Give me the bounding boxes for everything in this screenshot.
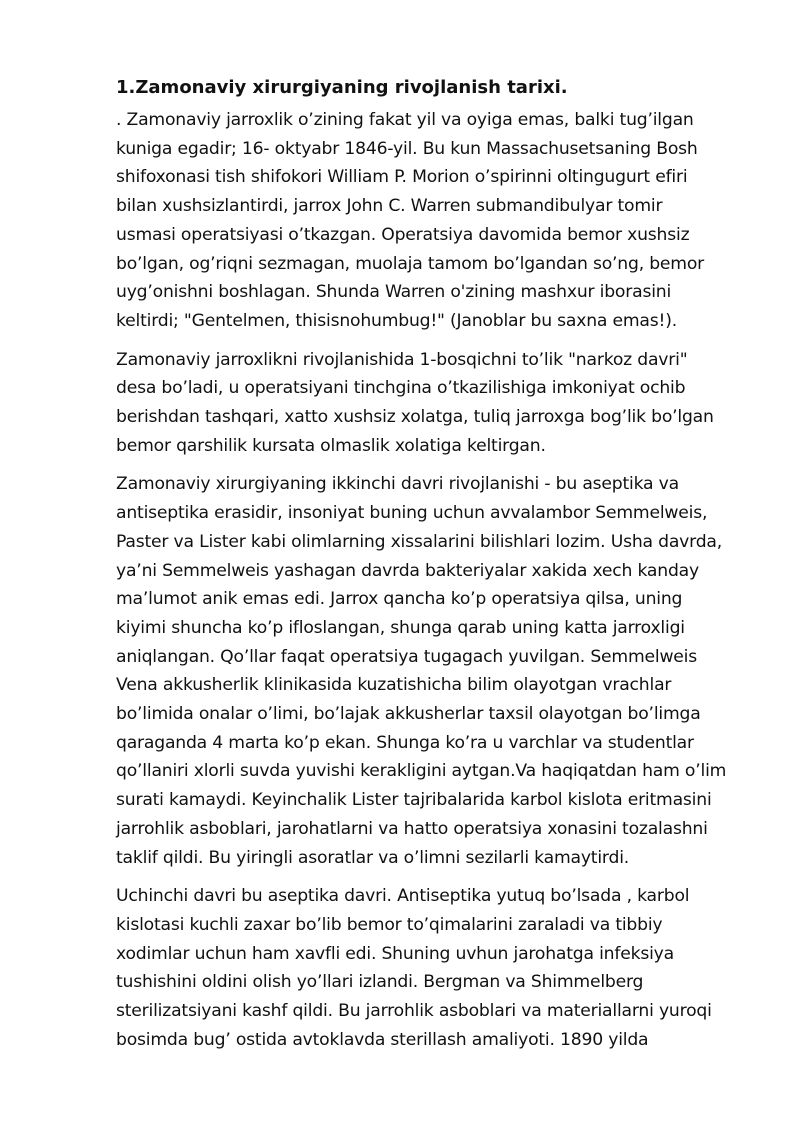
text-line: antiseptika erasidir, insoniyat buning uchun avvalambor Semmelweis, <box>116 503 708 524</box>
text-line: keltirdi; "Gentelmen, thisisnohumbug!" (Janoblar bu saxna emas!). <box>116 310 677 331</box>
text-line: sterilizatsiyani kashf qildi. Bu jarrohlik asboblari va materiallarni yuroqi <box>116 1001 712 1022</box>
text-line: Zamonaviy xirurgiyaning ikkinchi davri rivojlanishi - bu aseptika va <box>116 474 679 495</box>
text-line: jarrohlik asboblari, jarohatlarni va hatto operatsiya xonasini tozalashni <box>116 818 708 839</box>
text-line: Vena akkusherlik klinikasida kuzatishicha bilim olayotgan vrachlar <box>116 675 672 696</box>
text-line: . Zamonaviy jarroxlik o’zining fakat yil va oyiga emas, balki tug’ilgan <box>116 110 694 130</box>
text-line: berishdan tashqari, xatto xushsiz xolatga, tuliq jarroxga bog’lik bo’lgan <box>116 407 714 428</box>
text-line: kuniga egadir; 16- oktyabr 1846-yil. Bu kun Massachusetsaning Bosh <box>116 138 698 159</box>
text-line: desa bo’ladi, u operatsiyani tinchgina o’tkazilishiga imkoniyat ochib <box>116 378 686 399</box>
text-line: qo’llaniri xlorli suvda yuvishi kerakligini aytgan.Va haqiqatdan ham o’lim <box>116 761 727 782</box>
text-line: Uchinchi davri bu aseptika davri. Antiseptika yutuq bo’lsada , karbol <box>116 886 690 907</box>
text-line: usmasi operatsiyasi o’tkazgan. Operatsiya davomida bemor xushsiz <box>116 224 690 245</box>
text-line: kislotasi kuchli zaxar bo’lib bemor to’qimalarini zaraladi va tibbiy <box>116 914 663 935</box>
text-line: taklif qildi. Bu yiringli asoratlar va o’limni sezilarli kamaytirdi. <box>116 847 630 868</box>
text-line: qaraganda 4 marta ko’p ekan. Shunga ko’ra u varchlar va studentlar <box>116 732 694 753</box>
text-line: ya’ni Semmelweis yashagan davrda bakteriyalar xakida xech kanday <box>116 560 699 581</box>
paragraph-4 <box>116 882 748 1054</box>
text-line: aniqlangan. Qo’llar faqat operatsiya tugagach yuvilgan. Semmelweis <box>116 646 698 667</box>
text-line: ma’lumot anik emas edi. Jarrox qancha ko’p operatsiya qilsa, uning <box>116 589 683 610</box>
text-line: bilan xushsizlantirdi, jarrox John C. Warren submandibulyar tomir <box>116 196 663 217</box>
document-heading: 1.Zamonaviy xirurgiyaning rivojlanish tarixi. <box>116 77 568 98</box>
text-line: bemor qarshilik kursata olmaslik xolatiga keltirgan. <box>116 435 546 456</box>
text-line: Zamonaviy jarroxlikni rivojlanishida 1-bosqichni to’lik "narkoz davri" <box>116 349 688 370</box>
text-line: bosimda bug’ ostida avtoklavda sterillash amaliyoti. 1890 yilda <box>116 1029 649 1050</box>
text-line: Paster va Lister kabi olimlarning xissalarini bilishlari lozim. Usha davrda, <box>116 531 723 552</box>
text-line: shifoxonasi tish shifokori William P. Morion o’spirinni oltingugurt efiri <box>116 167 688 188</box>
text-line: bo’limida onalar o’limi, bo’lajak akkusherlar taxsil olayotgan bo’limga <box>116 704 701 725</box>
text-line: uyg’onishni boshlagan. Shunda Warren o'zining mashxur iborasini <box>116 282 672 303</box>
text-line: bo’lgan, og’riqni sezmagan, muolaja tamom bo’lgandan so’ng, bemor <box>116 253 705 274</box>
document-page <box>116 74 748 1065</box>
paragraph-3 <box>116 470 748 872</box>
text-line: kiyimi shuncha ko’p ifloslangan, shunga qarab uning katta jarroxligi <box>116 617 685 638</box>
text-line: tushishini oldini olish yo’llari izlandi. Bergman va Shimmelberg <box>116 972 644 993</box>
paragraph-1 <box>116 106 748 336</box>
paragraph-2 <box>116 346 748 461</box>
text-line: surati kamaydi. Keyinchalik Lister tajribalarida karbol kislota eritmasini <box>116 790 712 811</box>
text-line: xodimlar uchun ham xavfli edi. Shuning uvhun jarohatga infeksiya <box>116 943 674 964</box>
